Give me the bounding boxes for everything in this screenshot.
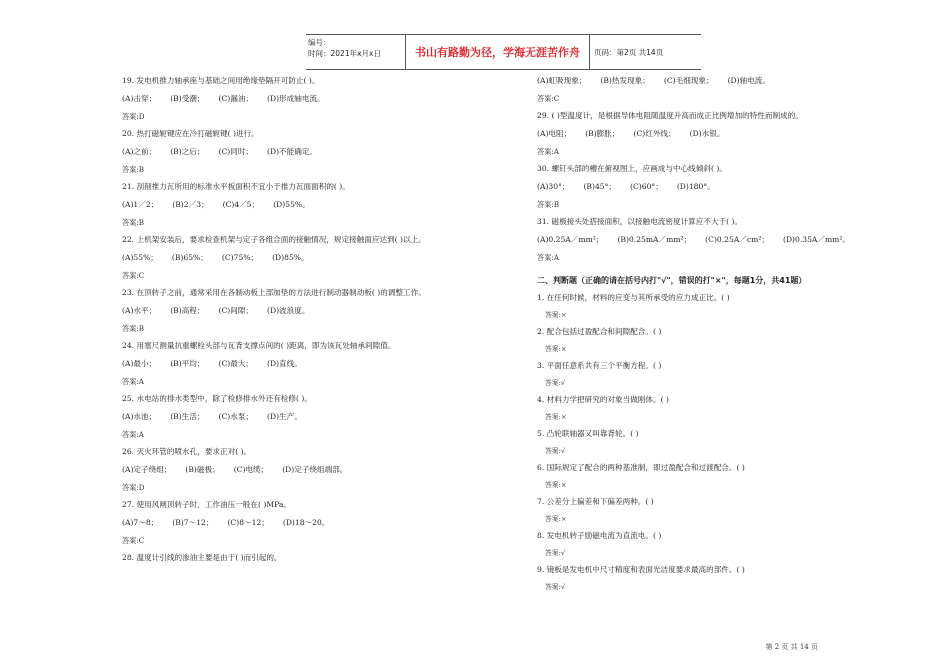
judge-item: [537, 293, 877, 320]
option-row: [537, 76, 877, 86]
answer: 答案:A: [537, 147, 559, 156]
judge-item: [537, 565, 877, 592]
judge-answer: 答案:√: [545, 379, 566, 387]
judge-item: [537, 531, 877, 558]
option: (D)生产。: [267, 412, 302, 421]
option: (B)膨胀；: [585, 129, 620, 138]
answer: 答案:C: [122, 271, 145, 280]
answer: 答案:B: [537, 200, 560, 209]
question-text: 20. 热打磁轭键应在冷打磁轭键( )进行。: [122, 129, 259, 138]
option-row: [122, 200, 477, 210]
judge-item: [537, 395, 877, 422]
page-label: 页码：第2页 共14页: [594, 47, 664, 57]
question-text: 29. ( )型温度计，是根据导体电阻随温度升高而成正比例增加的特性而制成的。: [537, 111, 803, 120]
question-item: [537, 164, 877, 210]
judge-answer: 答案:√: [545, 447, 566, 455]
judge-question: 2. 配合包括过盈配合和间隙配合。( ): [537, 327, 662, 336]
option-row: [122, 412, 477, 422]
option: (C)同时；: [218, 147, 254, 156]
judge-item: [537, 497, 877, 524]
option: (B)高程；: [170, 306, 205, 315]
option-row: [537, 235, 877, 245]
option: (D)形成轴电流。: [267, 94, 325, 103]
option: (D)55%。: [273, 200, 310, 209]
option-row: [122, 518, 477, 528]
option: (B)45°；: [583, 182, 617, 191]
question-text: 19. 发电机推力轴承座与基础之间用绝缘垫隔开可防止( )。: [122, 76, 320, 85]
answer: 答案:A: [122, 377, 144, 386]
page-footer: 第 2 页 共 14 页: [765, 643, 818, 651]
question-item: [122, 288, 477, 334]
question-item: [122, 394, 477, 440]
option: (C)水泵；: [218, 412, 254, 421]
judge-section-title: 二、判断题（正确的请在括号内打"√"，错误的打"×"，每题1分，共41题）: [537, 276, 807, 285]
option-row: [122, 94, 477, 104]
option: (B)2／3；: [172, 200, 209, 209]
judge-question: 6. 国际规定了配合的两种基准制，即过盈配合和过渡配合。( ): [537, 463, 745, 472]
question-text: 21. 刮削推力瓦所用的标准水平板面积不宜小于推力瓦面面积的( )。: [122, 182, 350, 191]
judge-question: 4. 材料力学把研究的对象当做刚体。( ): [537, 395, 669, 404]
option: (B)受潮；: [170, 94, 205, 103]
judge-answer: 答案:√: [545, 583, 566, 591]
judge-answer: 答案:×: [545, 345, 567, 353]
judge-answer: 答案:×: [545, 481, 567, 489]
judge-item: [537, 327, 877, 354]
question-item: [537, 217, 877, 263]
option-row: [122, 465, 477, 475]
answer: 答案:D: [122, 483, 145, 492]
question-text: 24. 用塞尺测量抗重螺栓头部与瓦背支撑点间的( )距离，即为该瓦处轴承间隙值。: [122, 341, 396, 350]
option: (B)磁极；: [185, 465, 220, 474]
option: (C)最大；: [218, 359, 254, 368]
option: (A)电阻；: [537, 129, 572, 138]
option: (C)0.25A／cm²；: [705, 235, 769, 244]
option-row: [537, 182, 877, 192]
judge-answer: 答案:×: [545, 311, 567, 319]
answer: 答案:B: [122, 165, 145, 174]
judge-question: 9. 镜板是发电机中尺寸精度和表面光洁度要求最高的部件。( ): [537, 565, 745, 574]
judge-question: 3. 平面任意系共有三个平衡方程。( ): [537, 361, 662, 370]
option: (A)水平；: [122, 306, 157, 315]
slogan: 书山有路勤为径，学海无涯苦作舟: [406, 35, 590, 69]
option: (B)7～12；: [172, 518, 214, 527]
option-row: [122, 306, 477, 316]
option: (B)65%；: [171, 253, 208, 262]
option: (A)虹吸现象；: [537, 76, 587, 85]
option: (B)热发现象；: [600, 76, 650, 85]
option: (C)毛细现象；: [663, 76, 714, 85]
option: (A)之前；: [122, 147, 157, 156]
question-item: [122, 447, 477, 493]
judge-list: [537, 293, 877, 592]
judge-item: [537, 429, 877, 456]
option-row: [537, 129, 877, 139]
question-text: 31. 磁极接头处搭接面积，以接触电流密度计算应不大于( )。: [537, 217, 743, 226]
option: (A)水池；: [122, 412, 157, 421]
option: (B)之后；: [170, 147, 205, 156]
page-header: [306, 34, 701, 70]
question-item: [122, 235, 477, 281]
option: (D)0.35A／mm²。: [782, 235, 851, 244]
left-column: [122, 76, 477, 563]
judge-question: 1. 在任何时候，材料的应变与其所承受的应力成正比。( ): [537, 293, 730, 302]
question-item: [537, 111, 877, 157]
option: (C)4／5；: [222, 200, 260, 209]
option: (B)平均；: [170, 359, 205, 368]
judge-question: 8. 发电机转子励磁电流为直流电。( ): [537, 531, 662, 540]
option-row: [122, 359, 477, 369]
question-item: [122, 341, 477, 387]
right-column: [537, 76, 877, 592]
option: (C)60°；: [630, 182, 663, 191]
option: (B)0.25mA／mm²；: [617, 235, 692, 244]
header-meta: [306, 35, 406, 69]
option: (D)85%。: [272, 253, 309, 262]
option: (D)不能确定。: [267, 147, 318, 156]
option: (D)直线。: [267, 359, 302, 368]
question-item: [122, 553, 477, 563]
option: (C)漏油；: [218, 94, 254, 103]
option: (C)8～12；: [227, 518, 269, 527]
answer: 答案:B: [122, 218, 145, 227]
judge-item: [537, 463, 877, 490]
judge-question: 7. 公差分上偏差和下偏差两种。( ): [537, 497, 654, 506]
question-text: 23. 在顶转子之前，通常采用在各制动板上部加垫的方法进行制动器制动板( )的调整工作。: [122, 288, 426, 297]
option: (D)定子绕组端部。: [282, 465, 348, 474]
option: (A)7～8；: [122, 518, 159, 527]
answer: 答案:C: [537, 94, 560, 103]
option: (C)75%；: [221, 253, 259, 262]
question-item: [122, 500, 477, 546]
judge-answer: 答案:×: [545, 515, 567, 523]
question-text: 22. 上机架安装后，要求检查机架与定子各组合面的接触情况，规定接触面应达到( )以上。: [122, 235, 426, 244]
question-text: 25. 水电站的排水类型中，除了检修排水外还有检修( )。: [122, 394, 312, 403]
option: (A)定子绕组；: [122, 465, 172, 474]
option: (D)180°。: [676, 182, 715, 191]
option: (A)击穿；: [122, 94, 157, 103]
answer: 答案:D: [122, 112, 145, 121]
question-text: 26. 灭火环管的喷水孔，要求正对( )。: [122, 447, 252, 456]
option: (D)水银。: [689, 129, 725, 138]
option-row: [122, 253, 477, 263]
option: (A)30°；: [537, 182, 570, 191]
mc-continued: [537, 76, 877, 263]
option: (B)生活；: [170, 412, 205, 421]
judge-question: 5. 凸轮联轴器又叫靠背轮。( ): [537, 429, 639, 438]
question-text: 30. 螺钉头部的槽在俯视图上，应画成与中心线倾斜( )。: [537, 164, 727, 173]
question-text: 28. 温度计引线的渗油主要是由于( )而引起的。: [122, 553, 282, 562]
answer: 答案:A: [537, 253, 559, 262]
option: (D)18～20。: [282, 518, 330, 527]
answer: 答案:A: [122, 430, 144, 439]
option: (A)55%；: [122, 253, 158, 262]
question-item: [122, 129, 477, 175]
question-text: 27. 使用风闸顶转子时，工作油压一般在( )MPa。: [122, 500, 291, 509]
option-row: [122, 147, 477, 157]
judge-answer: 答案:×: [545, 413, 567, 421]
question-item: [122, 76, 477, 122]
answer: 答案:B: [122, 324, 145, 333]
question-item: [122, 182, 477, 228]
judge-answer: 答案:√: [545, 549, 566, 557]
option: (D)波浪度。: [267, 306, 310, 315]
option: (C)间隙；: [218, 306, 254, 315]
number-label: 编号：: [308, 38, 331, 47]
judge-item: [537, 361, 877, 388]
option: (D)轴电流。: [727, 76, 770, 85]
option: (A)1／2；: [122, 200, 159, 209]
option: (A)0.25A／mm²；: [537, 235, 604, 244]
option: (C)电缆；: [233, 465, 269, 474]
option: (A)最小；: [122, 359, 157, 368]
time-label: 时间：2021年x月x日: [308, 49, 381, 58]
answer: 答案:C: [122, 536, 145, 545]
option: (C)红外线；: [633, 129, 676, 138]
question-item: [537, 76, 877, 104]
